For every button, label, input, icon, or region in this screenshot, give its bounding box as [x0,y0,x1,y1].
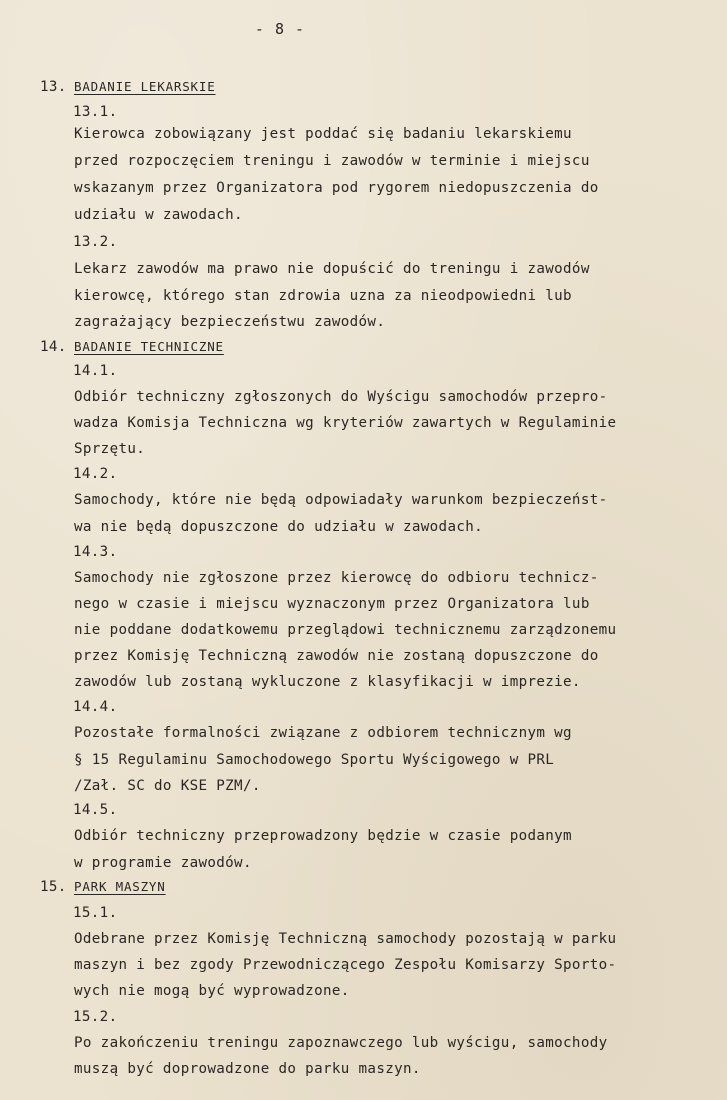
paragraph-line: Odbiór techniczny zgłoszonych do Wyścigu samochodów przepro- [74,389,608,405]
paragraph-line: Po zakończeniu treningu zapoznawczego lub wyścigu, samochody [74,1035,608,1051]
paragraph-line: Lekarz zawodów ma prawo nie dopuścić do treningu i zawodów [74,261,590,277]
paragraph-line: /Zał. SC do KSE PZM/. [74,778,261,794]
subsection-label: 15.2. [73,1009,118,1025]
section-title: BADANIE TECHNICZNE [74,339,224,354]
paragraph-line: maszyn i bez zgody Przewodniczącego Zespołu Komisarzy Sporto- [74,957,617,973]
paragraph-line: przez Komisję Techniczną zawodów nie zostaną dopuszczone do [74,648,599,664]
paragraph-line: Pozostałe formalności związane z odbiorem technicznym wg [74,725,572,741]
paragraph-line: wa nie będą dopuszczone do udziału w zawodach. [74,519,484,535]
subsection-label: 14.5. [73,802,118,818]
paragraph-line: przed rozpoczęciem treningu i zawodów w terminie i miejscu [74,153,590,169]
paragraph-line: udziału w zawodach. [74,207,243,223]
section-number: 14. [40,339,67,355]
page-number: - 8 - [254,20,306,38]
paragraph-line: muszą być doprowadzone do parku maszyn. [74,1061,421,1077]
section-number: 13. [40,79,67,95]
paragraph-line: Odebrane przez Komisję Techniczną samochody pozostają w parku [74,931,617,947]
subsection-label: 13.2. [73,234,118,250]
paragraph-line: zawodów lub zostaną wykluczone z klasyfikacji w imprezie. [74,674,581,690]
subsection-label: 15.1. [73,905,118,921]
paragraph-line: wadza Komisja Techniczna wg kryteriów zawartych w Regulaminie [74,415,617,431]
paragraph-line: § 15 Regulaminu Samochodowego Sportu Wyścigowego w PRL [74,752,555,768]
paragraph-line: wskazanym przez Organizatora pod rygorem niedopuszczenia do [74,180,599,196]
section-number: 15. [40,879,67,895]
paragraph-line: wych nie mogą być wyprowadzone. [74,983,350,999]
subsection-label: 14.2. [73,466,118,482]
paragraph-line: w programie zawodów. [74,855,252,871]
subsection-label: 14.1. [73,363,118,379]
paragraph-line: Odbiór techniczny przeprowadzony będzie w czasie podanym [74,828,572,844]
paragraph-line: zagrażający bezpieczeństwu zawodów. [74,314,386,330]
paragraph-line: Samochody nie zgłoszone przez kierowcę do odbioru technicz- [74,570,599,586]
subsection-label: 14.4. [73,699,118,715]
section-heading-13 [40,80,216,94]
paragraph-line: nie poddane dodatkowemu przeglądowi technicznemu zarządzonemu [74,622,617,638]
paragraph-line: Kierowca zobowiązany jest poddać się badaniu lekarskiemu [74,126,572,142]
section-title: BADANIE LEKARSKIE [74,79,216,94]
subsection-label: 14.3. [73,544,118,560]
section-title: PARK MASZYN [74,879,166,894]
section-heading-15 [40,880,166,894]
paragraph-line: Sprzętu. [74,441,146,457]
section-heading-14 [40,340,224,354]
paragraph-line: Samochody, które nie będą odpowiadały warunkom bezpieczeńst- [74,492,608,508]
subsection-label: 13.1. [73,104,118,120]
paragraph-line: nego w czasie i miejscu wyznaczonym przez Organizatora lub [74,596,590,612]
paragraph-line: kierowcę, którego stan zdrowia uzna za nieodpowiedni lub [74,288,572,304]
